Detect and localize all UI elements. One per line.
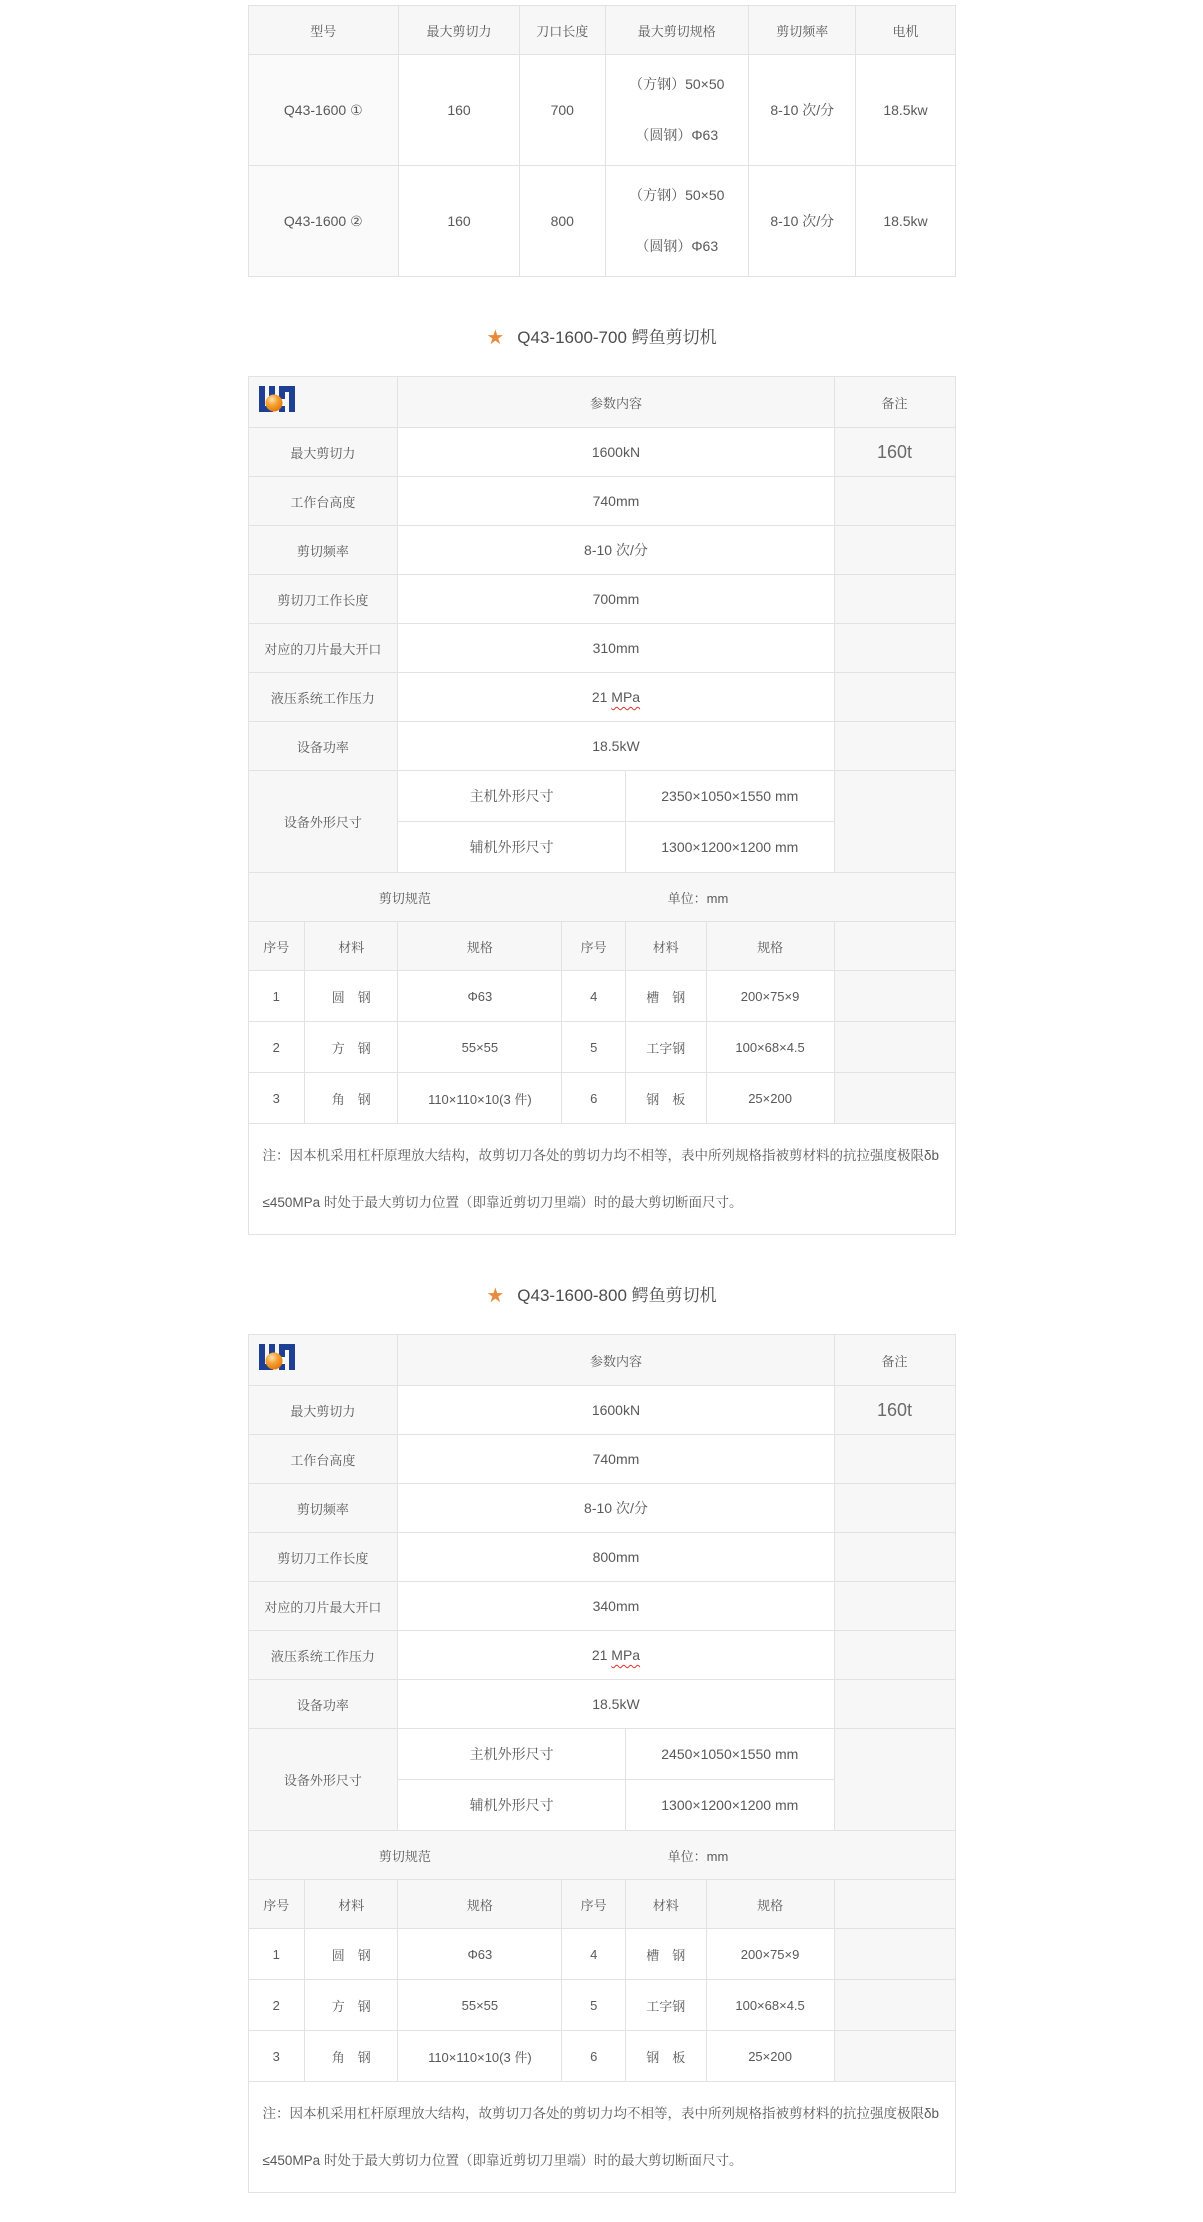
dims-aux-label-cell: 辅机外形尺寸 bbox=[398, 1780, 626, 1831]
spec-size-cell: Φ63 bbox=[398, 1929, 562, 1980]
spec-no-cell: 2 bbox=[248, 1980, 305, 2031]
param-label-cell: 对应的刀片最大开口 bbox=[248, 1582, 398, 1631]
param-row bbox=[248, 575, 955, 624]
param-row bbox=[248, 1582, 955, 1631]
spec-material-cell: 方 钢 bbox=[305, 1022, 398, 1073]
param-value-cell bbox=[398, 1484, 834, 1533]
param-label-cell: 设备功率 bbox=[248, 1680, 398, 1729]
dims-main-value-cell: 2450×1050×1550 mm bbox=[626, 1729, 835, 1780]
spec-material-cell: 角 钢 bbox=[305, 2031, 398, 2082]
overview-header-blade: 刀口长度 bbox=[519, 6, 605, 55]
param-value-text: 740mm bbox=[592, 493, 640, 509]
spec-row bbox=[248, 2031, 955, 2082]
spec-header-empty bbox=[834, 922, 955, 971]
param-row bbox=[248, 624, 955, 673]
param-row bbox=[248, 1386, 955, 1435]
param-value-text: 8-10 次/分 bbox=[584, 542, 648, 558]
param-value-text: 8-10 次/分 bbox=[584, 1500, 648, 1516]
spec-band-unit: 单位：mm bbox=[562, 1831, 834, 1880]
blade-cell: 800 bbox=[519, 166, 605, 277]
freq-cell: 8-10 次/分 bbox=[749, 166, 856, 277]
param-row bbox=[248, 526, 955, 575]
spec-material-cell: 槽 钢 bbox=[626, 971, 707, 1022]
spec-header-row bbox=[248, 922, 955, 971]
note-cell: 注：因本机采用杠杆原理放大结构，故剪切刀各处的剪切力均不相等，表中所列规格指被剪材料的抗拉强度极限δb≤450MPa 时处于最大剪切力位置（即靠近剪切刀里端）时的最大剪切断面尺寸。 bbox=[248, 2082, 955, 2193]
star-icon: ★ bbox=[486, 1285, 505, 1307]
param-table-800 bbox=[248, 1334, 956, 2193]
param-label-cell: 设备功率 bbox=[248, 722, 398, 771]
spec-empty-cell bbox=[834, 1073, 955, 1124]
spec-size-cell: 110×110×10(3 件) bbox=[398, 1073, 562, 1124]
spec-size-cell: 25×200 bbox=[706, 2031, 834, 2082]
param-value-cell bbox=[398, 526, 834, 575]
spec-size-cell: Φ63 bbox=[398, 971, 562, 1022]
spec-header-no: 序号 bbox=[562, 922, 626, 971]
spec-line-square: （方钢）50×50 bbox=[629, 75, 725, 92]
spec-no-cell: 1 bbox=[248, 1929, 305, 1980]
spec-header-material: 材料 bbox=[626, 922, 707, 971]
param-remark-cell bbox=[834, 673, 955, 722]
spec-header-size: 规格 bbox=[706, 1880, 834, 1929]
param-value-text: 740mm bbox=[592, 1451, 640, 1467]
param-row bbox=[248, 1435, 955, 1484]
dims-label-cell: 设备外形尺寸 bbox=[248, 1729, 398, 1831]
param-value-text: 340mm bbox=[592, 1598, 640, 1614]
force-cell: 160 bbox=[399, 166, 520, 277]
spec-header-material: 材料 bbox=[305, 922, 398, 971]
param-label-cell: 剪切频率 bbox=[248, 1484, 398, 1533]
param-row bbox=[248, 477, 955, 526]
param-header-row bbox=[248, 377, 955, 428]
param-value-wavy-text: MPa bbox=[611, 689, 641, 705]
spec-line-square: （方钢）50×50 bbox=[629, 186, 725, 203]
motor-cell: 18.5kw bbox=[856, 55, 955, 166]
spec-empty-cell bbox=[834, 1980, 955, 2031]
dims-main-label-cell: 主机外形尺寸 bbox=[398, 771, 626, 822]
spec-size-cell: 55×55 bbox=[398, 1980, 562, 2031]
star-icon: ★ bbox=[486, 327, 505, 349]
spec-row bbox=[248, 1929, 955, 1980]
param-row bbox=[248, 428, 955, 477]
spec-material-cell: 槽 钢 bbox=[626, 1929, 707, 1980]
product-section-800 bbox=[248, 1281, 956, 2193]
spec-empty-cell bbox=[834, 1022, 955, 1073]
param-value-text: 21 bbox=[591, 1647, 612, 1663]
company-logo bbox=[257, 1340, 297, 1378]
spec-band-row bbox=[248, 873, 955, 922]
param-header-remark: 备注 bbox=[834, 1335, 955, 1386]
param-value-cell bbox=[398, 624, 834, 673]
section-title-text: Q43-1600-700 鳄鱼剪切机 bbox=[517, 328, 717, 347]
dims-main-label-cell: 主机外形尺寸 bbox=[398, 1729, 626, 1780]
spec-material-cell: 工字钢 bbox=[626, 1980, 707, 2031]
dims-label-cell: 设备外形尺寸 bbox=[248, 771, 398, 873]
spec-header-size: 规格 bbox=[706, 922, 834, 971]
spec-band-title: 剪切规范 bbox=[248, 873, 562, 922]
param-header-content: 参数内容 bbox=[398, 1335, 834, 1386]
spec-header-no: 序号 bbox=[562, 1880, 626, 1929]
overview-header-motor: 电机 bbox=[856, 6, 955, 55]
dims-remark-cell bbox=[834, 1729, 955, 1831]
param-remark-cell bbox=[834, 1582, 955, 1631]
blade-cell: 700 bbox=[519, 55, 605, 166]
spec-material-cell: 圆 钢 bbox=[305, 971, 398, 1022]
spec-no-cell: 1 bbox=[248, 971, 305, 1022]
spec-material-cell: 钢 板 bbox=[626, 1073, 707, 1124]
logo-cell bbox=[248, 1335, 398, 1386]
param-row bbox=[248, 1533, 955, 1582]
spec-size-cell: 200×75×9 bbox=[706, 1929, 834, 1980]
param-remark-cell bbox=[834, 1631, 955, 1680]
page-content bbox=[248, 0, 956, 2197]
param-value-cell bbox=[398, 477, 834, 526]
param-value-text: 18.5kW bbox=[592, 738, 640, 754]
company-logo bbox=[257, 382, 297, 420]
param-row bbox=[248, 722, 955, 771]
param-remark-cell bbox=[834, 1435, 955, 1484]
spec-no-cell: 6 bbox=[562, 2031, 626, 2082]
param-value-cell bbox=[398, 1631, 834, 1680]
freq-cell: 8-10 次/分 bbox=[749, 55, 856, 166]
param-row bbox=[248, 1484, 955, 1533]
product-section-700 bbox=[248, 323, 956, 1235]
spec-no-cell: 4 bbox=[562, 1929, 626, 1980]
spec-size-cell: 25×200 bbox=[706, 1073, 834, 1124]
overview-header-freq: 剪切频率 bbox=[749, 6, 856, 55]
param-value-cell bbox=[398, 673, 834, 722]
param-remark-cell: 160t bbox=[834, 1386, 955, 1435]
spec-no-cell: 6 bbox=[562, 1073, 626, 1124]
spec-empty-cell bbox=[834, 1929, 955, 1980]
spec-size-cell: 200×75×9 bbox=[706, 971, 834, 1022]
param-value-wavy-text: MPa bbox=[611, 1647, 641, 1663]
spec-line-round: （圆钢）Φ63 bbox=[635, 127, 719, 143]
spec-header-empty bbox=[834, 1880, 955, 1929]
param-value-cell bbox=[398, 722, 834, 771]
param-remark-cell bbox=[834, 1680, 955, 1729]
spec-no-cell: 5 bbox=[562, 1022, 626, 1073]
param-remark-cell bbox=[834, 624, 955, 673]
param-value-text: 1600kN bbox=[591, 444, 641, 460]
param-row bbox=[248, 673, 955, 722]
spec-no-cell: 4 bbox=[562, 971, 626, 1022]
note-cell: 注：因本机采用杠杆原理放大结构，故剪切刀各处的剪切力均不相等，表中所列规格指被剪材料的抗拉强度极限δb≤450MPa 时处于最大剪切力位置（即靠近剪切刀里端）时的最大剪切断面尺寸。 bbox=[248, 1124, 955, 1235]
overview-header-spec: 最大剪切规格 bbox=[605, 6, 749, 55]
dimensions-row-main bbox=[248, 1729, 955, 1780]
param-value-text: 18.5kW bbox=[592, 1696, 640, 1712]
dims-remark-cell bbox=[834, 771, 955, 873]
overview-table bbox=[248, 5, 956, 277]
param-value-cell bbox=[398, 575, 834, 624]
param-value-text: 1600kN bbox=[591, 1402, 641, 1418]
overview-row-1 bbox=[248, 55, 955, 166]
spec-size-cell: 100×68×4.5 bbox=[706, 1980, 834, 2031]
spec-no-cell: 3 bbox=[248, 2031, 305, 2082]
param-label-cell: 剪切刀工作长度 bbox=[248, 1533, 398, 1582]
param-value-cell bbox=[398, 1386, 834, 1435]
motor-cell: 18.5kw bbox=[856, 166, 955, 277]
overview-header-model: 型号 bbox=[248, 6, 399, 55]
spec-size-cell: 100×68×4.5 bbox=[706, 1022, 834, 1073]
spec-material-cell: 圆 钢 bbox=[305, 1929, 398, 1980]
model-cell: Q43-1600 ① bbox=[248, 55, 399, 166]
spec-material-cell: 工字钢 bbox=[626, 1022, 707, 1073]
param-label-cell: 剪切频率 bbox=[248, 526, 398, 575]
dims-main-value-cell: 2350×1050×1550 mm bbox=[626, 771, 835, 822]
spec-line-round: （圆钢）Φ63 bbox=[635, 238, 719, 254]
spec-band-unit: 单位：mm bbox=[562, 873, 834, 922]
overview-row-2 bbox=[248, 166, 955, 277]
param-label-cell: 最大剪切力 bbox=[248, 428, 398, 477]
spec-material-cell: 钢 板 bbox=[626, 2031, 707, 2082]
force-cell: 160 bbox=[399, 55, 520, 166]
param-remark-cell bbox=[834, 1484, 955, 1533]
spec-band-row bbox=[248, 1831, 955, 1880]
param-remark-cell: 160t bbox=[834, 428, 955, 477]
overview-header-row bbox=[248, 6, 955, 55]
spec-size-cell: 55×55 bbox=[398, 1022, 562, 1073]
overview-header-force: 最大剪切力 bbox=[399, 6, 520, 55]
section-title-text: Q43-1600-800 鳄鱼剪切机 bbox=[517, 1286, 717, 1305]
spec-cell bbox=[605, 166, 749, 277]
dims-aux-label-cell: 辅机外形尺寸 bbox=[398, 822, 626, 873]
section-title bbox=[248, 323, 956, 350]
spec-header-size: 规格 bbox=[398, 922, 562, 971]
section-title bbox=[248, 1281, 956, 1308]
param-row bbox=[248, 1631, 955, 1680]
param-remark-cell bbox=[834, 575, 955, 624]
spec-empty-cell bbox=[834, 971, 955, 1022]
spec-cell bbox=[605, 55, 749, 166]
param-header-content: 参数内容 bbox=[398, 377, 834, 428]
spec-row bbox=[248, 971, 955, 1022]
spec-band-empty bbox=[834, 873, 955, 922]
spec-no-cell: 2 bbox=[248, 1022, 305, 1073]
param-header-row bbox=[248, 1335, 955, 1386]
param-remark-cell bbox=[834, 477, 955, 526]
dims-aux-value-cell: 1300×1200×1200 mm bbox=[626, 1780, 835, 1831]
param-remark-cell bbox=[834, 526, 955, 575]
spec-empty-cell bbox=[834, 2031, 955, 2082]
param-remark-cell bbox=[834, 1533, 955, 1582]
param-label-cell: 工作台高度 bbox=[248, 477, 398, 526]
spec-header-material: 材料 bbox=[626, 1880, 707, 1929]
note-row bbox=[248, 1124, 955, 1235]
param-value-cell bbox=[398, 1533, 834, 1582]
spec-material-cell: 方 钢 bbox=[305, 1980, 398, 2031]
param-row bbox=[248, 1680, 955, 1729]
param-value-text: 800mm bbox=[592, 1549, 640, 1565]
param-remark-cell bbox=[834, 722, 955, 771]
spec-band-title: 剪切规范 bbox=[248, 1831, 562, 1880]
spec-header-row bbox=[248, 1880, 955, 1929]
spec-no-cell: 5 bbox=[562, 1980, 626, 2031]
param-value-cell bbox=[398, 1582, 834, 1631]
note-row bbox=[248, 2082, 955, 2193]
param-label-cell: 液压系统工作压力 bbox=[248, 673, 398, 722]
param-value-cell bbox=[398, 428, 834, 477]
spec-row bbox=[248, 1073, 955, 1124]
spec-no-cell: 3 bbox=[248, 1073, 305, 1124]
param-value-text: 310mm bbox=[592, 640, 640, 656]
param-table-700 bbox=[248, 376, 956, 1235]
param-label-cell: 剪切刀工作长度 bbox=[248, 575, 398, 624]
dimensions-row-main bbox=[248, 771, 955, 822]
dims-aux-value-cell: 1300×1200×1200 mm bbox=[626, 822, 835, 873]
spec-row bbox=[248, 1980, 955, 2031]
model-cell: Q43-1600 ② bbox=[248, 166, 399, 277]
spec-header-no: 序号 bbox=[248, 922, 305, 971]
spec-row bbox=[248, 1022, 955, 1073]
spec-header-no: 序号 bbox=[248, 1880, 305, 1929]
param-label-cell: 工作台高度 bbox=[248, 1435, 398, 1484]
param-header-remark: 备注 bbox=[834, 377, 955, 428]
logo-cell bbox=[248, 377, 398, 428]
spec-material-cell: 角 钢 bbox=[305, 1073, 398, 1124]
spec-band-empty bbox=[834, 1831, 955, 1880]
param-label-cell: 对应的刀片最大开口 bbox=[248, 624, 398, 673]
param-value-cell bbox=[398, 1435, 834, 1484]
param-value-text: 21 bbox=[591, 689, 612, 705]
spec-header-material: 材料 bbox=[305, 1880, 398, 1929]
param-label-cell: 液压系统工作压力 bbox=[248, 1631, 398, 1680]
param-label-cell: 最大剪切力 bbox=[248, 1386, 398, 1435]
spec-size-cell: 110×110×10(3 件) bbox=[398, 2031, 562, 2082]
param-value-text: 700mm bbox=[592, 591, 640, 607]
spec-header-size: 规格 bbox=[398, 1880, 562, 1929]
param-value-cell bbox=[398, 1680, 834, 1729]
